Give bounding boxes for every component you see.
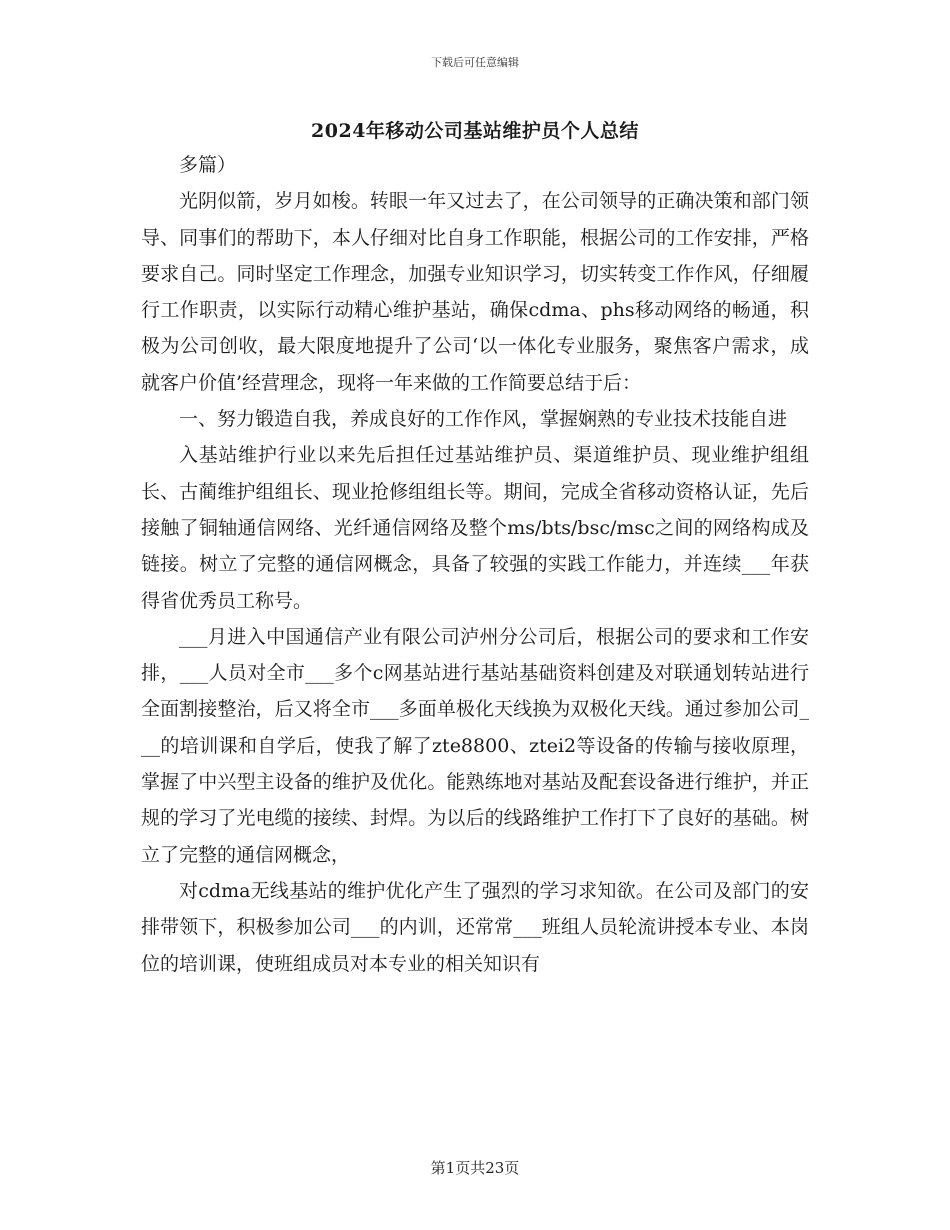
paragraph-experience: 入基站维护行业以来先后担任过基站维护员、渠道维护员、现业维护组组长、古蔺维护组组长、现业抢修组组长等。期间，完成全省移动资格认证，先后接触了铜轴通信网络、光纤通信网络及整个ms/bts/bsc/msc之间的网络构成及链接。树立了完整的通信网概念，具备了较强的实践工作能力，并连续___年获得省优秀员工称号。 — [141, 444, 809, 612]
paragraph-intro: 光阴似箭，岁月如梭。转眼一年又过去了，在公司领导的正确决策和部门领导、同事们的帮助下，本人仔细对比自身工作职能，根据公司的工作安排，严格要求自己。同时坚定工作理念，加强专业知识学习，切实转变工作作风，仔细履行工作职责，以实际行动精心维护基站，确保cdma、phs移动网络的畅通，积极为公司创收，最大限度地提升了公司‘以一体化专业服务，聚焦客户需求，成就客户价值’经营理念，现将一年来做的工作简要总结于后： — [141, 190, 809, 394]
header-note: 下载后可任意编辑 — [431, 56, 519, 69]
document-body — [141, 147, 809, 982]
paragraph-subtitle: 多篇） — [179, 154, 237, 176]
paragraph-training: 对cdma无线基站的维护优化产生了强烈的学习求知欲。在公司及部门的安排带领下，积极参加公司___的内训，还常常___班组人员轮流讲授本专业、本岗位的培训课，使班组成员对本专业的相关知识有 — [141, 879, 809, 975]
page-number: 第1页共23页 — [430, 1159, 520, 1177]
document-title: 2024年移动公司基站维护员个人总结 — [311, 120, 639, 142]
paragraph-work-details: ___月进入中国通信产业有限公司泸州分公司后，根据公司的要求和工作安排，___人员对全市___多个c网基站进行基站基础资料创建及对联通划转站进行全面割接整治，后又将全市___多面单极化天线换为双极化天线。通过参加公司___的培训课和自学后，使我了解了zte8800、ztei2等设备的传输与接收原理，掌握了中兴型主设备的维护及优化。能熟练地对基站及配套设备进行维护，并正规的学习了光电缆的接续、封焊。为以后的线路维护工作打下了良好的基础。树立了完整的通信网概念， — [141, 625, 809, 866]
paragraph-section-heading: 一、努力锻造自我，养成良好的工作作风，掌握娴熟的专业技术技能自进 — [179, 408, 788, 431]
